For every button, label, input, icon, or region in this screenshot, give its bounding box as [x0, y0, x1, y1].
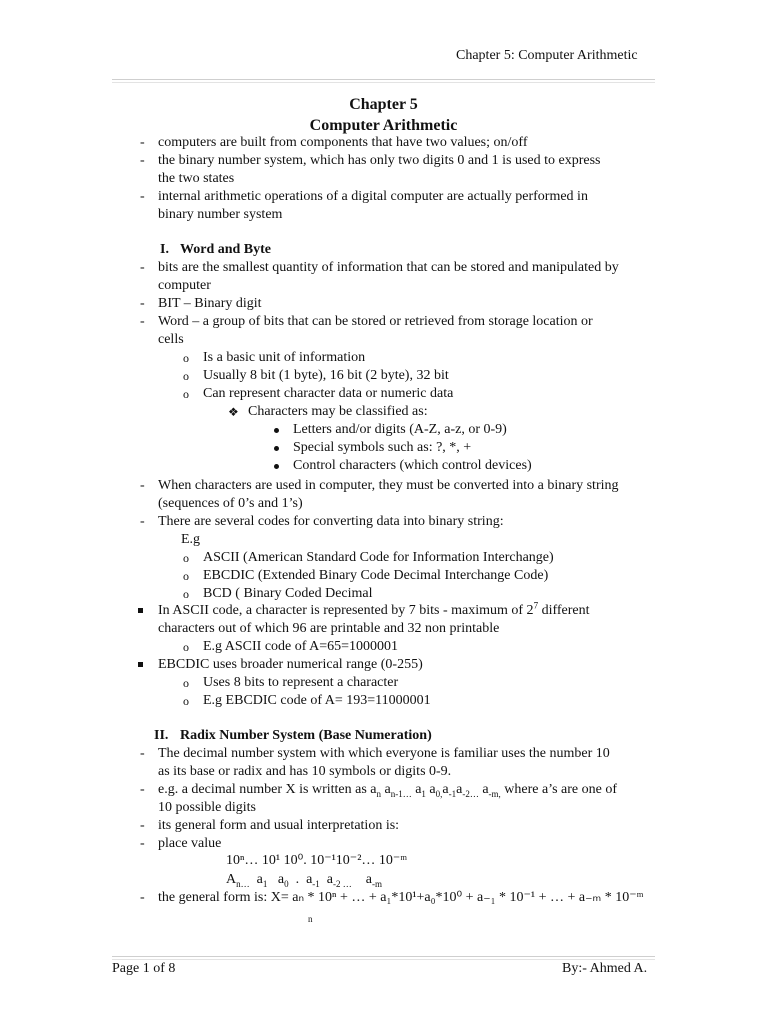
circle-bullet: o [183, 369, 189, 383]
s1-ascii-eg: E.g ASCII code of A=65=1000001 [203, 639, 399, 654]
intro-line-2: the binary number system, which has only two digits 0 and 1 is used to express [158, 153, 601, 168]
general-form: the general form is: X= aₙ * 10ⁿ + … + a₁*10¹+a₀*10⁰ + a₋₁ * 10⁻¹ + … + a₋ₘ * 10⁻ᵐ [158, 890, 644, 905]
chapter-title: Computer Arithmetic [309, 117, 458, 134]
intro-line-2b: the two states [158, 171, 235, 186]
dash-bullet: - [140, 153, 145, 168]
intro-line-3b: binary number system [158, 207, 283, 222]
dash-bullet: - [140, 514, 145, 529]
section-1-heading: Word and Byte [180, 242, 272, 257]
round-bullet [274, 464, 279, 469]
intro-line-3: internal arithmetic operations of a digital computer are actually performed in [158, 189, 588, 204]
dash-bullet: - [140, 890, 145, 905]
intro-line-1: computers are built from components that have two values; on/off [158, 135, 528, 150]
s1-line-3: Word – a group of bits that can be stored or retrieved from storage location or [158, 314, 593, 329]
circle-bullet: o [183, 569, 189, 583]
circle-bullet: o [183, 694, 189, 708]
s2-line-4: place value [158, 836, 222, 851]
s2-line-1b: as its base or radix and has 10 symbols or digits 0-9. [158, 764, 452, 779]
code-bcd: BCD ( Binary Coded Decimal [203, 586, 373, 601]
section-2-heading: Radix Number System (Base Numeration) [180, 728, 432, 743]
s1-line-2: BIT – Binary digit [158, 296, 262, 311]
circle-bullet: o [183, 640, 189, 654]
s1-ebcdic-sub-1: Uses 8 bits to represent a character [203, 675, 399, 690]
circle-bullet: o [183, 351, 189, 365]
header-rule [112, 79, 655, 80]
running-header: Chapter 5: Computer Arithmetic [456, 48, 638, 63]
section-2-number: II. [154, 728, 169, 743]
dash-bullet: - [140, 478, 145, 493]
s2-line-3: its general form and usual interpretation is: [158, 818, 400, 833]
square-bullet [138, 662, 143, 667]
dash-bullet: - [140, 836, 145, 851]
circle-bullet: o [183, 387, 189, 401]
code-ascii: ASCII (American Standard Code for Information Interchange) [203, 550, 554, 565]
general-form-subscript: n [308, 914, 313, 924]
dash-bullet: - [140, 189, 145, 204]
code-ebcdic: EBCDIC (Extended Binary Code Decimal Interchange Code) [203, 568, 549, 583]
digit-row: $A_{n\dots}$ $a_1$ $a_0$ . $a_{-1}$ $a_{-2 \dots}$ $a_{-m}$ [226, 872, 382, 889]
place-value-row: 10ⁿ… 10¹ 10⁰. 10⁻¹10⁻²… 10⁻ᵐ [226, 853, 408, 868]
diamond-bullet-icon: ❖ [228, 405, 239, 419]
s2-line-1: The decimal number system with which everyone is familiar uses the number 10 [158, 746, 610, 761]
s1-line-4b: (sequences of 0’s and 1’s) [158, 496, 303, 511]
s2-line-2: e.g. a decimal number X is written as $a_n$ $a_{n-1\dots}$ $a_1$ $a_{0,}a_{-1}a_{-2\dots}$ $a_{-m,}$ where a’s are one of [158, 782, 618, 799]
s1-ascii-line: In ASCII code, a character is represented by 7 bits - maximum of $2^7$ different [158, 600, 590, 618]
s1-line-3b: cells [158, 332, 184, 347]
dash-bullet: - [140, 782, 145, 797]
circle-bullet: o [183, 676, 189, 690]
circle-bullet: o [183, 587, 189, 601]
s1-diamond-1: Characters may be classified as: [248, 404, 428, 419]
s2-line-2b: 10 possible digits [158, 800, 257, 815]
dash-bullet: - [140, 818, 145, 833]
circle-bullet: o [183, 551, 189, 565]
s1-sub-3: Can represent character data or numeric data [203, 386, 454, 401]
s1-bullet-1: Letters and/or digits (A-Z, a-z, or 0-9) [293, 422, 507, 437]
square-bullet [138, 608, 143, 613]
s1-eg: E.g [181, 532, 201, 547]
s1-line-5: There are several codes for converting data into binary string: [158, 514, 504, 529]
dash-bullet: - [140, 296, 145, 311]
s1-sub-2: Usually 8 bit (1 byte), 16 bit (2 byte), 32 bit [203, 368, 449, 383]
s1-ebcdic-line: EBCDIC uses broader numerical range (0-255) [158, 657, 423, 672]
round-bullet [274, 428, 279, 433]
s1-bullet-2: Special symbols such as: ?, *, + [293, 440, 472, 455]
dash-bullet: - [140, 135, 145, 150]
dash-bullet: - [140, 746, 145, 761]
footer-rule [112, 956, 655, 957]
dash-bullet: - [140, 260, 145, 275]
s1-line-1: bits are the smallest quantity of information that can be stored and manipulated by [158, 260, 619, 275]
s1-ascii-line-b: characters out of which 96 are printable and 32 non printable [158, 621, 500, 636]
s1-line-4: When characters are used in computer, they must be converted into a binary string [158, 478, 619, 493]
round-bullet [274, 446, 279, 451]
dash-bullet: - [140, 314, 145, 329]
s1-bullet-3: Control characters (which control devices) [293, 458, 532, 473]
page-number: Page 1 of 8 [112, 961, 176, 976]
chapter-number: Chapter 5 [349, 96, 418, 113]
header-rule-2 [112, 82, 655, 83]
s1-ebcdic-sub-2: E.g EBCDIC code of A= 193=11000001 [203, 693, 431, 708]
s1-sub-1: Is a basic unit of information [203, 350, 366, 365]
section-1-number: I. [160, 242, 169, 257]
author: By:- Ahmed A. [562, 961, 648, 976]
s1-line-1b: computer [158, 278, 211, 293]
